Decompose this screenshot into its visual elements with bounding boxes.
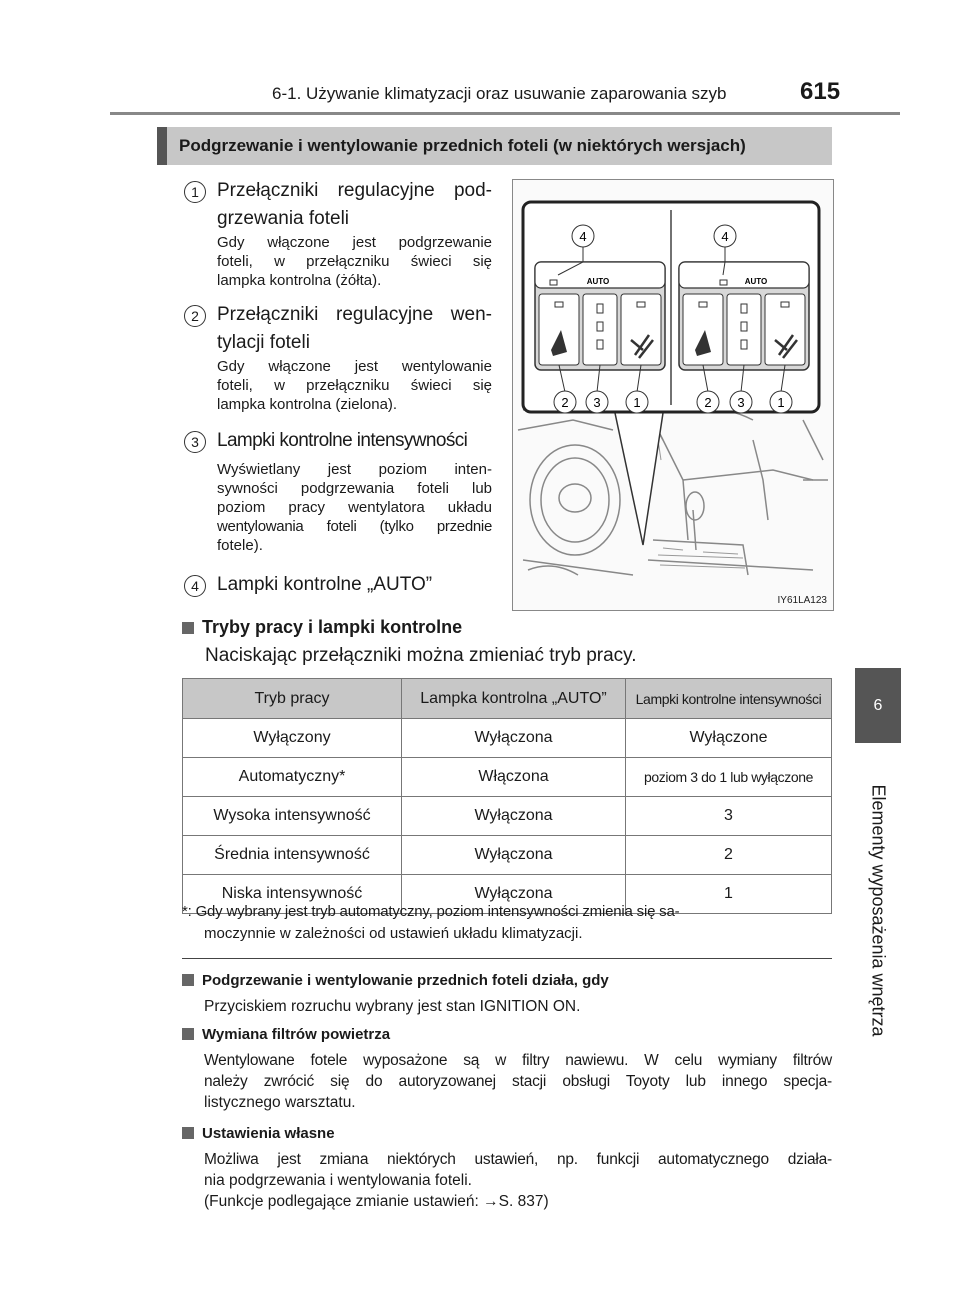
chapter-tab: 6: [855, 668, 901, 743]
auto-label: AUTO: [586, 277, 610, 286]
table-cell: 2: [626, 836, 832, 875]
column-header: Lampki kontrolne intensywności: [626, 679, 832, 719]
callout-4-right: 4: [721, 229, 729, 244]
item-3-title-line: Lampki kontrolne intensywności: [217, 430, 468, 451]
figure-code: IY61LA123: [777, 595, 827, 606]
item-2-body: [217, 357, 492, 414]
table-cell: Wysoka intensywność: [183, 797, 402, 836]
body-line: foteli, w przełączniku świeci się: [217, 377, 492, 394]
chapter-label: [866, 760, 890, 1060]
body-line: foteli, w przełączniku świeci się: [217, 253, 492, 270]
square-bullet-icon: [182, 974, 194, 986]
note-line: należy zwrócić się do autoryzowanej stacji obsługi Toyoty lub innego specja-: [204, 1073, 832, 1090]
chapter-title: Elementy wyposażenia wnętrza: [868, 784, 889, 1037]
table-cell: poziom 3 do 1 lub wyłączone: [626, 758, 832, 797]
item-2-title-line: Przełączniki regulacyjne wen-: [217, 304, 492, 325]
note-heading: [182, 972, 832, 989]
body-line: Gdy włączone jest podgrzewanie: [217, 234, 492, 251]
footnote-line: moczynnie w zależności od ustawień układu klimatyzacji.: [204, 925, 583, 942]
banner-title: Podgrzewanie i wentylowanie przednich foteli (w niektórych wersjach): [179, 136, 746, 155]
item-number-3: 3: [184, 431, 206, 453]
note-line: Możliwa jest zmiana niektórych ustawień, np. funkcji automatycznego działa-: [204, 1151, 832, 1168]
item-4-title-line: Lampki kontrolne „AUTO”: [217, 574, 433, 595]
note-body: [182, 1050, 832, 1113]
note-body: [182, 1149, 832, 1212]
figure-illustration: [513, 180, 833, 610]
modes-heading-text: Tryby pracy i lampki kontrolne: [202, 617, 463, 637]
note-heading-text: Wymiana filtrów powietrza: [202, 1026, 391, 1043]
table-row: [183, 758, 832, 797]
item-4-title: [217, 571, 492, 599]
auto-label: AUTO: [744, 277, 768, 286]
note-line: Przyciskiem rozruchu wybrany jest stan IGNITION ON.: [204, 998, 581, 1015]
item-1-title: [217, 177, 492, 233]
item-1-title-line: grzewania foteli: [217, 208, 350, 229]
item-number-4: 4: [184, 575, 206, 597]
note-line: (Funkcje podlegające zmianie ustawień: →S. 837): [204, 1193, 549, 1210]
note-body: [182, 996, 832, 1017]
note-heading-text: Ustawienia własne: [202, 1125, 335, 1142]
item-number-2: 2: [184, 305, 206, 327]
modes-heading: [182, 617, 462, 638]
table-cell: Wyłączona: [402, 797, 626, 836]
table-cell: 1: [626, 875, 832, 914]
table-header-row: [183, 679, 832, 719]
table-cell: Wyłączony: [183, 719, 402, 758]
callout-2-left: 2: [561, 395, 569, 410]
item-1-body: [217, 233, 492, 290]
square-bullet-icon: [182, 1127, 194, 1139]
item-number-1: 1: [184, 181, 206, 203]
callout-1-left: 1: [633, 395, 641, 410]
table-cell: Automatyczny*: [183, 758, 402, 797]
note-line: Wentylowane fotele wyposażone są w filtry nawiewu. W celu wymiany filtrów: [204, 1052, 832, 1069]
section-title: 6-1. Używanie klimatyzacji oraz usuwanie zaparowania szyb: [272, 84, 727, 103]
column-header: Lampka kontrolna „AUTO”: [402, 679, 626, 719]
note-filters: [182, 1026, 832, 1113]
table-cell: Niska intensywność: [183, 875, 402, 914]
item-2-title: [217, 301, 492, 357]
note-heading: [182, 1026, 832, 1043]
seat-switch-figure: [512, 179, 834, 611]
header-rule: [110, 112, 900, 115]
section-banner: [157, 127, 832, 165]
modes-table: [182, 678, 832, 914]
note-heading-text: Podgrzewanie i wentylowanie przednich foteli działa, gdy: [202, 972, 609, 989]
table-cell: Wyłączona: [402, 875, 626, 914]
note-line: nia podgrzewania i wentylowania foteli.: [204, 1172, 472, 1189]
item-3-title: [217, 427, 497, 455]
body-line: Gdy włączone jest wentylowanie: [217, 358, 492, 375]
modes-subtext: Naciskając przełączniki można zmieniać tryb pracy.: [205, 645, 637, 666]
body-line: poziom pracy wentylatora układu: [217, 499, 492, 516]
notes-divider: [182, 958, 832, 959]
table-cell: Wyłączone: [626, 719, 832, 758]
body-line: fotele).: [217, 537, 263, 554]
left-switch-panel: [535, 262, 665, 370]
body-line: lampka kontrolna (zielona).: [217, 396, 398, 413]
body-line: sywności podgrzewania foteli lub: [217, 480, 492, 497]
right-switch-panel: [679, 262, 809, 370]
page-number: 615: [800, 78, 841, 105]
table-cell: Wyłączona: [402, 719, 626, 758]
item-2-title-line: tylacji foteli: [217, 332, 310, 353]
table-row: [183, 797, 832, 836]
note-ignition: [182, 972, 832, 1017]
callout-3-right: 3: [737, 395, 745, 410]
footnote-line: *: Gdy wybrany jest tryb automatyczny, poziom intensywności zmienia się sa-: [182, 903, 680, 920]
note-heading: [182, 1125, 832, 1142]
table-cell: Włączona: [402, 758, 626, 797]
body-line: wentylowania foteli (tylko przednie: [217, 518, 492, 535]
note-custom-settings: [182, 1125, 832, 1212]
item-3-body: [217, 460, 492, 555]
body-line: lampka kontrolna (żółta).: [217, 272, 382, 289]
square-bullet-icon: [182, 1028, 194, 1040]
table-row: [183, 719, 832, 758]
table-cell: 3: [626, 797, 832, 836]
item-1-title-line: Przełączniki regulacyjne pod-: [217, 180, 492, 201]
table-row: [183, 836, 832, 875]
callout-3-left: 3: [593, 395, 601, 410]
note-line: listycznego warsztatu.: [204, 1094, 356, 1111]
callout-4-left: 4: [579, 229, 587, 244]
callout-1-right: 1: [777, 395, 785, 410]
callout-2-right: 2: [704, 395, 712, 410]
body-line: Wyświetlany jest poziom inten-: [217, 461, 492, 478]
square-bullet-icon: [182, 622, 194, 634]
table-footnote: [182, 901, 832, 945]
table-cell: Wyłączona: [402, 836, 626, 875]
column-header: Tryb pracy: [183, 679, 402, 719]
table-cell: Średnia intensywność: [183, 836, 402, 875]
